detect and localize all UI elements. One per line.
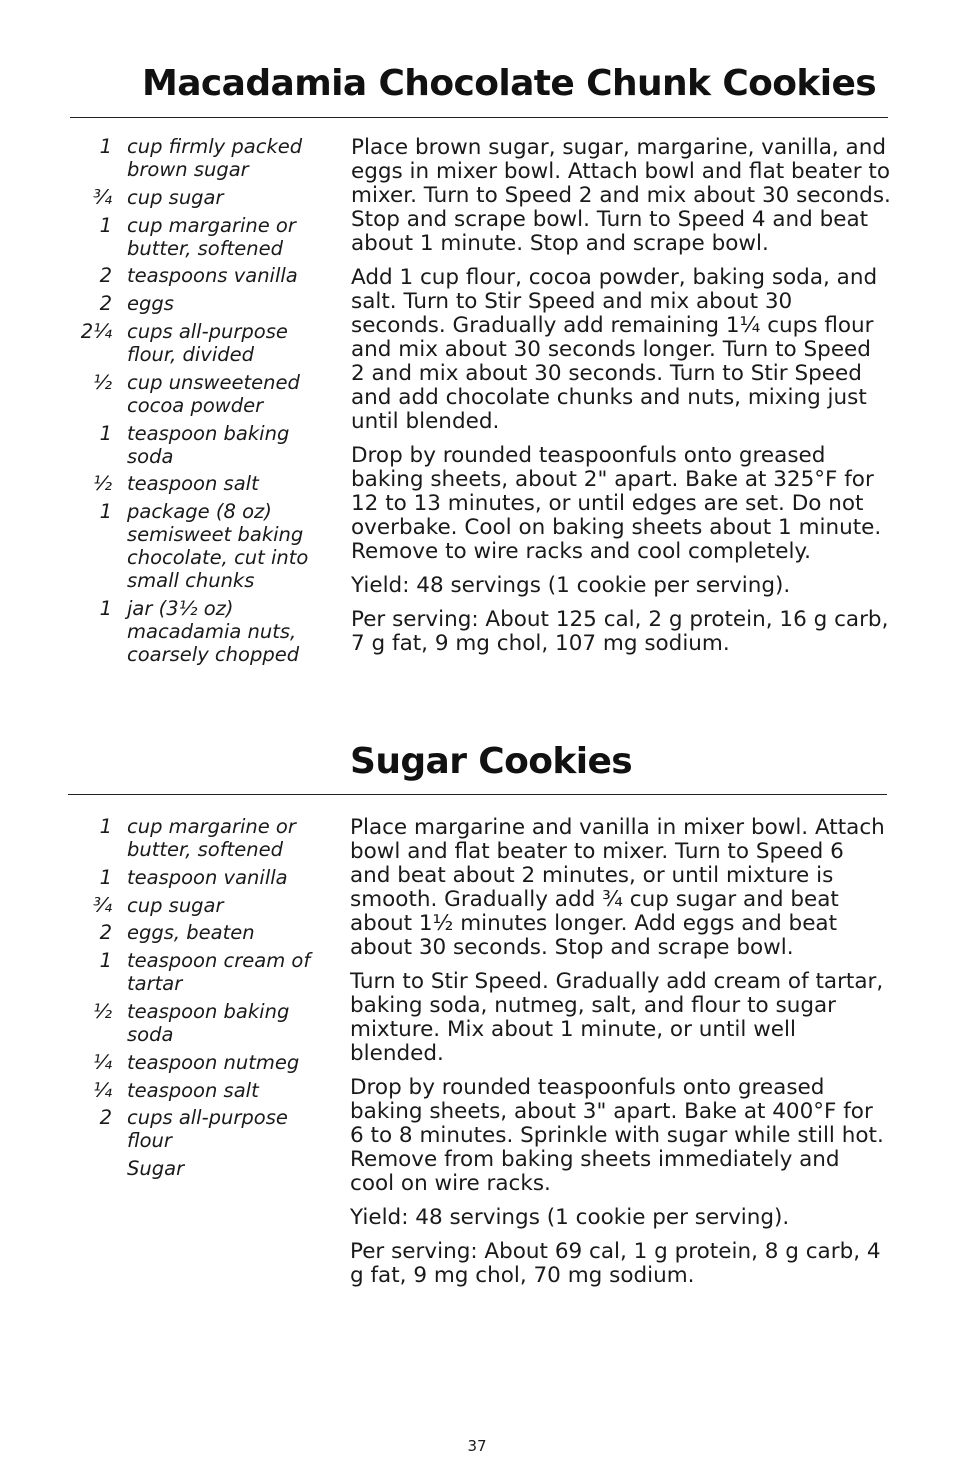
ingredient-list (68, 815, 328, 1185)
ingredient-qty: 2 (99, 264, 112, 288)
recipe-title: Macadamia Chocolate Chunk Cookies (142, 63, 877, 104)
ingredient-qty: ¾ (93, 893, 112, 917)
ingredient-text: eggs, beaten (127, 921, 255, 945)
ingredient-item (68, 371, 328, 417)
direction-step: Drop by rounded teaspoonfuls onto greased baking sheets, about 2" apart. Bake at 325°F for 12 to 13 minutes, or until edges are set. Do not overbake. Cool on baking sheets about 1 minute. Remove to wire racks and cool completely. (351, 443, 882, 564)
ingredient-qty: 2 (99, 921, 112, 945)
ingredient-text: cup firmly packed brown sugar (127, 135, 303, 181)
recipe-title: Sugar Cookies (350, 741, 633, 782)
ingredient-text: teaspoon vanilla (127, 865, 288, 889)
ingredient-item (68, 186, 328, 209)
ingredient-qty: ¼ (93, 1078, 112, 1102)
title-divider (70, 117, 888, 118)
ingredient-item (68, 320, 328, 366)
yield-text: Yield: 48 servings (1 cookie per serving). (351, 573, 791, 598)
ingredient-qty: 1 (99, 421, 112, 445)
yield-text: Yield: 48 servings (1 cookie per serving). (350, 1205, 790, 1230)
ingredient-text: eggs (127, 292, 174, 316)
ingredient-text: cups all-purpose flour, divided (127, 319, 288, 366)
ingredient-item (68, 949, 328, 995)
ingredient-list (68, 135, 328, 671)
ingredient-text: cup sugar (127, 893, 224, 917)
ingredient-item (68, 866, 328, 889)
ingredient-text: jar (3½ oz) macadamia nuts, coarsely chopped (127, 596, 300, 666)
ingredient-qty (68, 1157, 127, 1180)
direction-step: Place margarine and vanilla in mixer bowl. Attach bowl and flat beater to mixer. Turn to Speed 6 and beat about 2 minutes, or until mixture is smooth. Gradually add ¾ cup sugar and beat about 1½ minutes longer. Add eggs and beat about 30 seconds. Stop and scrape bowl. (350, 815, 885, 960)
ingredient-text: teaspoons vanilla (127, 264, 298, 288)
ingredient-qty: 1 (99, 500, 112, 524)
nutrition-text: Per serving: About 125 cal, 2 g protein, 16 g carb, 7 g fat, 9 mg chol, 107 mg sodium. (351, 607, 889, 656)
ingredient-qty: 2 (99, 292, 112, 316)
ingredient-qty: ½ (93, 370, 112, 394)
ingredient-text: cups all-purpose flour (127, 1106, 288, 1153)
ingredient-text: cup margarine or butter, softened (127, 213, 296, 260)
ingredient-item (68, 135, 328, 181)
ingredient-text: cup sugar (127, 185, 224, 209)
direction-step: Turn to Stir Speed. Gradually add cream of tartar, baking soda, nutmeg, salt, and flour to sugar mixture. Mix about 1 minute, or until well blended. (350, 969, 884, 1066)
ingredient-item (68, 214, 328, 260)
direction-step: Place brown sugar, sugar, margarine, vanilla, and eggs in mixer bowl. Attach bowl and flat beater to mixer. Turn to Speed 2 and mix about 30 seconds. Stop and scrape bowl. Turn to Speed 4 and beat about 1 minute. Stop and scrape bowl. (351, 135, 891, 256)
ingredient-item (68, 894, 328, 917)
ingredient-text: cup unsweetened cocoa powder (127, 370, 300, 417)
directions (350, 816, 890, 1298)
ingredient-text: teaspoon baking soda (127, 421, 290, 468)
ingredient-text: teaspoon salt (127, 472, 259, 496)
nutrition-text: Per serving: About 69 cal, 1 g protein, 8 g carb, 4 g fat, 9 mg chol, 70 mg sodium. (350, 1239, 881, 1288)
ingredient-qty: 1 (99, 815, 112, 838)
ingredient-text: package (8 oz) semisweet baking chocolate, cut into small chunks (127, 500, 309, 593)
ingredient-qty: ½ (93, 999, 112, 1023)
ingredient-text: cup margarine or butter, softened (127, 815, 296, 861)
ingredient-qty: 1 (99, 865, 112, 889)
ingredient-qty: 1 (99, 596, 112, 620)
ingredient-item (68, 264, 328, 287)
ingredient-item (68, 472, 328, 495)
ingredient-qty: 1 (99, 949, 112, 973)
ingredient-item (68, 500, 328, 592)
ingredient-item (68, 1079, 328, 1102)
ingredient-text: teaspoon nutmeg (127, 1050, 300, 1074)
ingredient-text: teaspoon cream of tartar (127, 949, 311, 996)
ingredient-qty: 1 (99, 213, 112, 237)
ingredient-item (68, 1157, 328, 1180)
ingredient-text: Sugar (127, 1157, 185, 1181)
ingredient-qty: ¼ (93, 1050, 112, 1074)
ingredient-qty: 2 (99, 1106, 112, 1130)
ingredient-item (68, 921, 328, 944)
ingredient-qty: 2¼ (80, 319, 112, 343)
ingredient-qty: ½ (93, 472, 112, 496)
ingredient-qty: 1 (99, 135, 112, 158)
page-number: 37 (467, 1437, 487, 1455)
ingredient-item (68, 815, 328, 861)
title-divider (68, 794, 887, 795)
ingredient-item (68, 597, 328, 666)
ingredient-text: teaspoon baking soda (127, 999, 290, 1046)
direction-step: Drop by rounded teaspoonfuls onto greased baking sheets, about 3" apart. Bake at 400°F for 6 to 8 minutes. Sprinkle with sugar while still hot. Remove from baking sheets immediately and cool on wire racks. (350, 1075, 884, 1196)
ingredient-item (68, 292, 328, 315)
ingredient-text: teaspoon salt (127, 1078, 259, 1102)
ingredient-item (68, 1106, 328, 1152)
ingredient-item (68, 1000, 328, 1046)
direction-step: Add 1 cup flour, cocoa powder, baking soda, and salt. Turn to Stir Speed and mix about 30 seconds. Gradually add remaining 1¼ cups flour and mix about 30 seconds longer. Turn to Speed 2 and mix about 30 seconds. Turn to Stir Speed and add chocolate chunks and nuts, mixing just until blended. (351, 265, 878, 434)
directions (351, 136, 891, 666)
ingredient-qty: ¾ (93, 185, 112, 209)
ingredient-item (68, 422, 328, 468)
ingredient-item (68, 1051, 328, 1074)
